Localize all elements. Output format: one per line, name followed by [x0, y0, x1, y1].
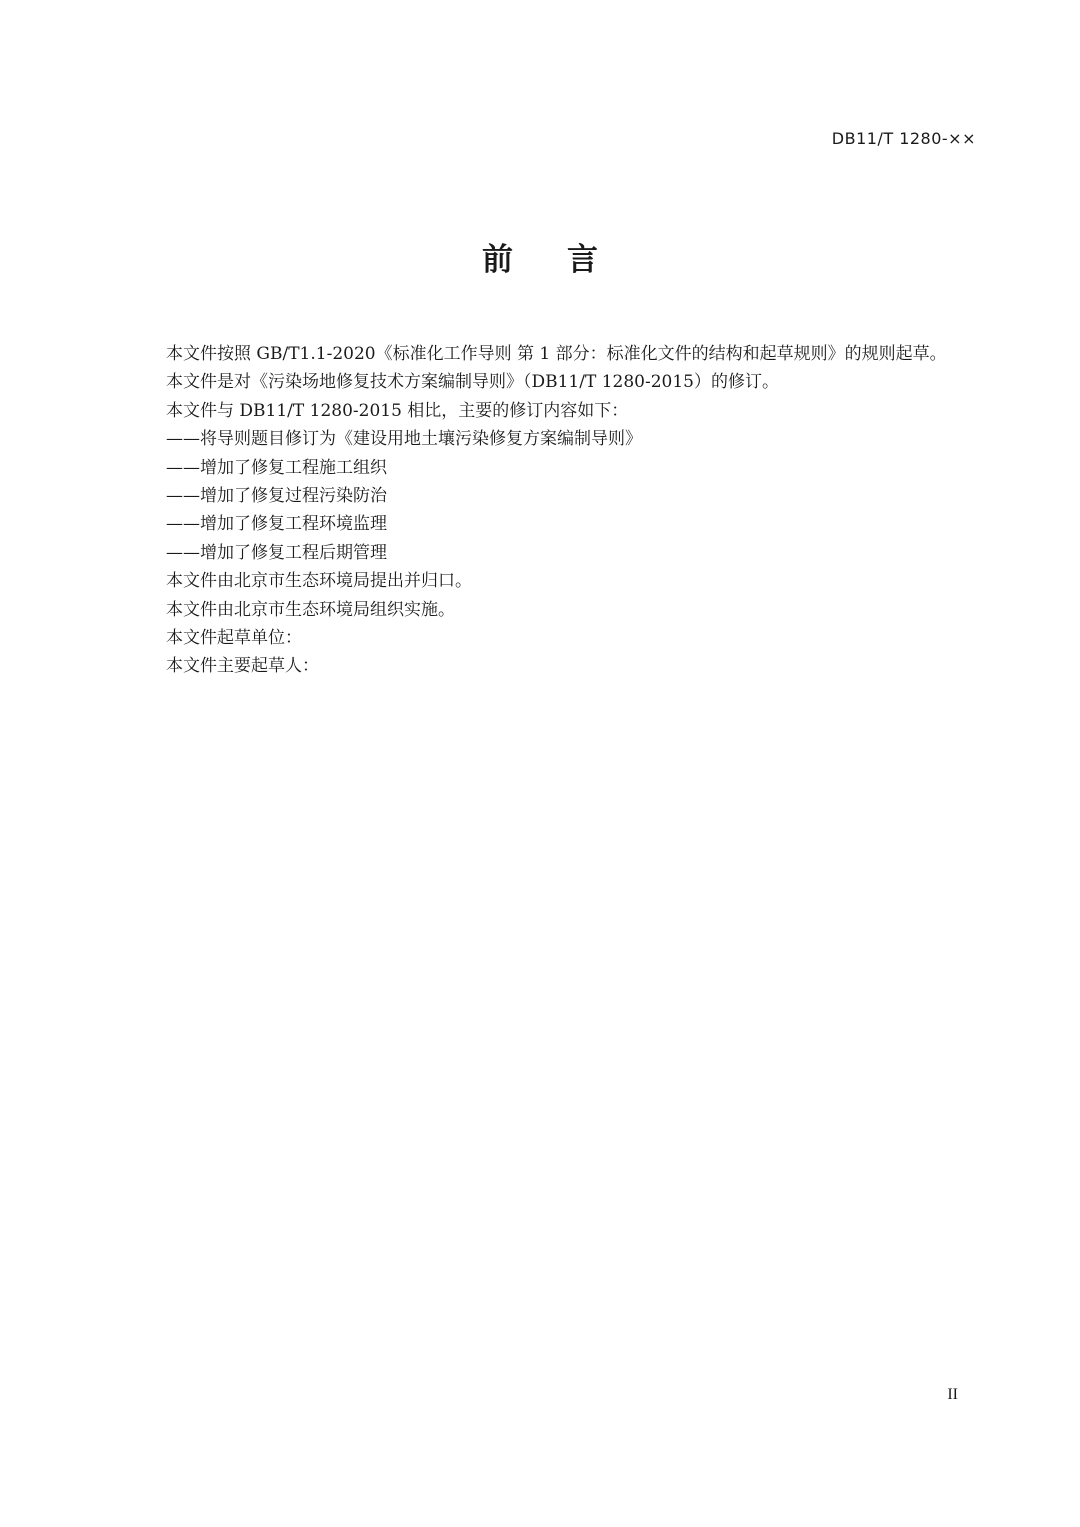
paragraph-drafting-rules: 本文件按照 GB/T1.1-2020《标准化工作导则 第 1 部分：标准化文件的结构和起草规则》的规则起草。	[166, 344, 947, 364]
change-item-construction: ——增加了修复工程施工组织	[166, 457, 387, 478]
document-body	[128, 340, 980, 681]
change-item-post-management: ——增加了修复工程后期管理	[166, 542, 387, 563]
standard-code: DB11/T 1280-××	[831, 129, 976, 148]
change-item-title: ——将导则题目修订为《建设用地土壤污染修复方案编制导则》	[166, 429, 642, 450]
paragraph-implemented-by: 本文件由北京市生态环境局组织实施。	[166, 599, 455, 620]
paragraph-revision-of: 本文件是对《污染场地修复技术方案编制导则》（DB11/T 1280-2015）的修订。	[166, 372, 779, 393]
page-title: 前言	[482, 242, 652, 278]
page-number: II	[947, 1386, 958, 1403]
change-item-supervision: ——增加了修复工程环境监理	[166, 514, 387, 535]
paragraph-proposed-by: 本文件由北京市生态环境局提出并归口。	[166, 571, 472, 592]
change-item-pollution-control: ——增加了修复过程污染防治	[166, 486, 387, 507]
paragraph-drafters: 本文件主要起草人：	[166, 656, 319, 677]
paragraph-drafting-unit: 本文件起草单位：	[166, 628, 302, 649]
paragraph-changes-intro: 本文件与 DB11/T 1280-2015 相比，主要的修订内容如下：	[166, 400, 629, 421]
